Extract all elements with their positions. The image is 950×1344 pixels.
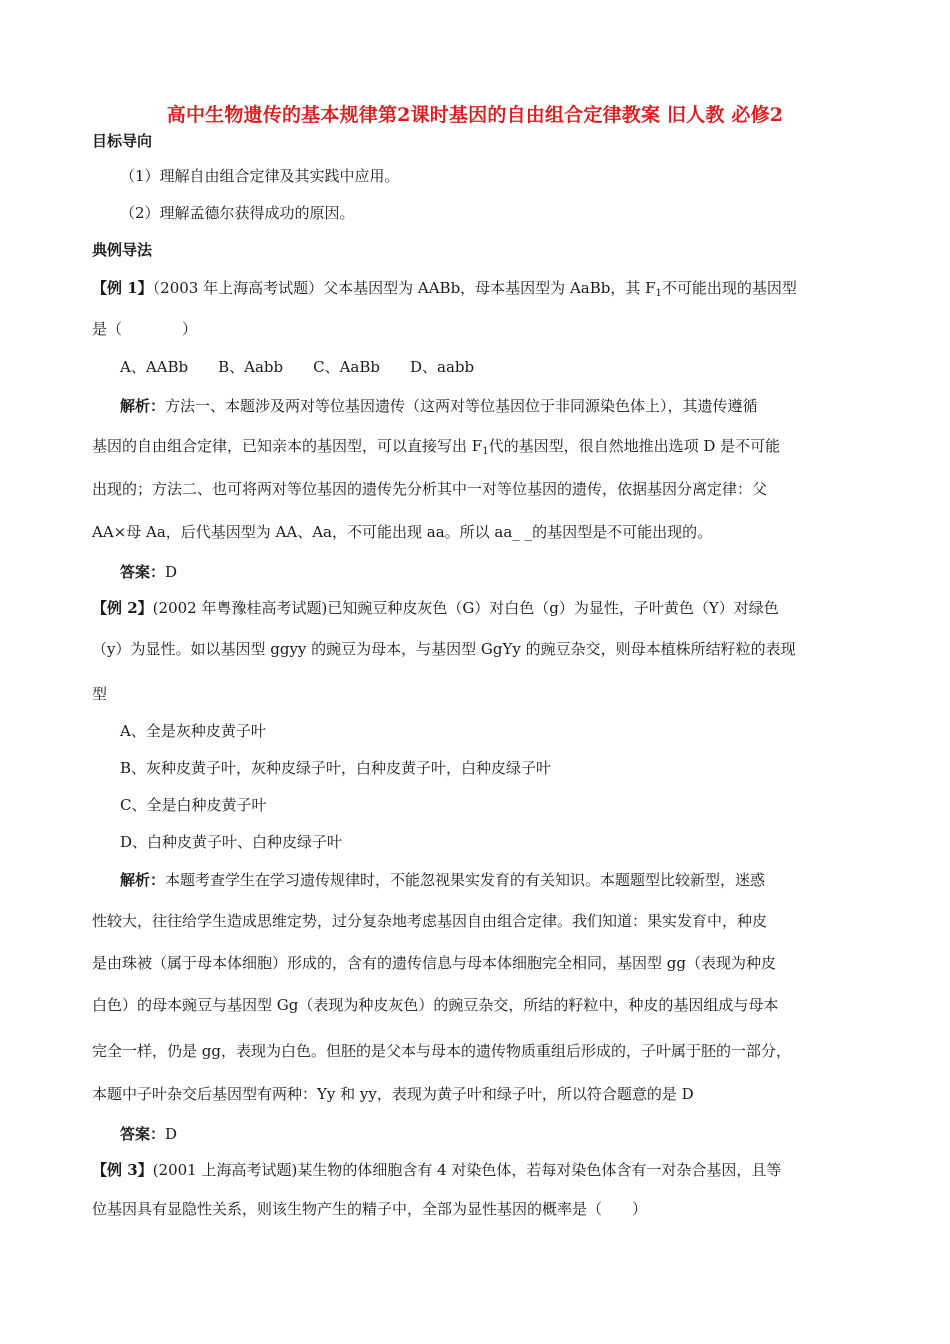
example-2-question-line-2: （y）为显性。如以基因型 ggyy 的豌豆为母本，与基因型 GgYy 的豌豆杂交，则母本植株所结籽粒的表现 [92, 640, 796, 658]
example-2-analysis-line-6: 本题中子叶杂交后基因型有两种：Yy 和 yy，表现为黄子叶和绿子叶，所以符合题意的是 D [92, 1085, 694, 1103]
answer-label: 答案： [120, 563, 166, 581]
example-2-question-line-3: 型 [92, 685, 108, 703]
example-1-tag: 【例 1】 [92, 279, 153, 297]
examples-heading: 典例导法 [92, 241, 153, 259]
example-1-analysis-line-2: 基因的自由组合定律，已知亲本的基因型，可以直接写出 $F_1$代的基因型，很自然地推出选项 D 是不可能 [92, 437, 781, 457]
goals-heading: 目标导向 [92, 132, 153, 150]
goal-item-1: （1）理解自由组合定律及其实践中应用。 [120, 167, 400, 185]
answer-label: 答案： [120, 1125, 166, 1143]
document-title: 高中生物遗传的基本规律第2课时基因的自由组合定律教案 旧人教 必修2 [166, 104, 784, 126]
example-2-option-a: A、全是灰种皮黄子叶 [120, 722, 266, 740]
example-2-analysis-line-5: 完全一样，仍是 gg，表现为白色。但胚的是父本与母本的遗传物质重组后形成的，子叶属于胚的一部分， [92, 1042, 791, 1060]
example-1-analysis-line-3: 出现的；方法二、也可将两对等位基因的遗传先分析其中一对等位基因的遗传，依据基因分离定律：父 [92, 480, 768, 498]
example-3-question-line-1: 【例 3】(2001 上海高考试题)某生物的体细胞含有 4 对染色体，若每对染色体含有一对杂合基因，且等 [92, 1161, 782, 1179]
example-1-question-line-1: 【例 1】（2003 年上海高考试题）父本基因型为 AABb，母本基因型为 AaBb，其 $F_1$不可能出现的基因型 [92, 279, 797, 299]
example-2-tag: 【例 2】 [92, 599, 153, 617]
goal-item-2: （2）理解孟德尔获得成功的原因。 [120, 204, 355, 222]
example-3-question-line-2: 位基因具有显隐性关系，则该生物产生的精子中，全部为显性基因的概率是（ ） [92, 1200, 648, 1218]
analysis-label: 解析： [120, 397, 166, 415]
example-2-question-line-1: 【例 2】(2002 年粤豫桂高考试题)已知豌豆种皮灰色（G）对白色（g）为显性，子叶黄色（Y）对绿色 [92, 599, 779, 617]
example-2-analysis-line-1: 解析：本题考查学生在学习遗传规律时，不能忽视果实发育的有关知识。本题题型比较新型，迷惑 [120, 871, 766, 889]
example-1-options: A、AABb B、Aabb C、AaBb D、aabb [120, 358, 475, 376]
example-2-option-c: C、全是白种皮黄子叶 [120, 796, 267, 814]
example-1-analysis-line-1: 解析：方法一、本题涉及两对等位基因遗传（这两对等位基因位于非同源染色体上），其遗传遵循 [120, 397, 758, 415]
example-3-tag: 【例 3】 [92, 1161, 153, 1179]
example-2-option-b: B、灰种皮黄子叶，灰种皮绿子叶，白种皮黄子叶，白种皮绿子叶 [120, 759, 552, 777]
example-2-analysis-line-4: 白色）的母本豌豆与基因型 Gg（表现为种皮灰色）的豌豆杂交，所结的籽粒中，种皮的基因组成与母本 [92, 996, 779, 1014]
example-2-answer: 答案：D [120, 1125, 178, 1143]
analysis-label: 解析： [120, 871, 166, 889]
example-1-question-line-2: 是（ ） [92, 320, 198, 338]
example-1-answer: 答案：D [120, 563, 178, 581]
example-2-analysis-line-2: 性较大，往往给学生造成思维定势，过分复杂地考虑基因自由组合定律。我们知道：果实发育中，种皮 [92, 912, 768, 930]
example-2-analysis-line-3: 是由珠被（属于母本体细胞）形成的，含有的遗传信息与母本体细胞完全相同，基因型 gg（表现为种皮 [92, 954, 776, 972]
example-1-analysis-line-4: AA×母 Aa，后代基因型为 AA、Aa，不可能出现 aa。所以 aa_ _的基因型是不可能出现的。 [92, 523, 713, 541]
example-2-option-d: D、白种皮黄子叶、白种皮绿子叶 [120, 833, 343, 851]
